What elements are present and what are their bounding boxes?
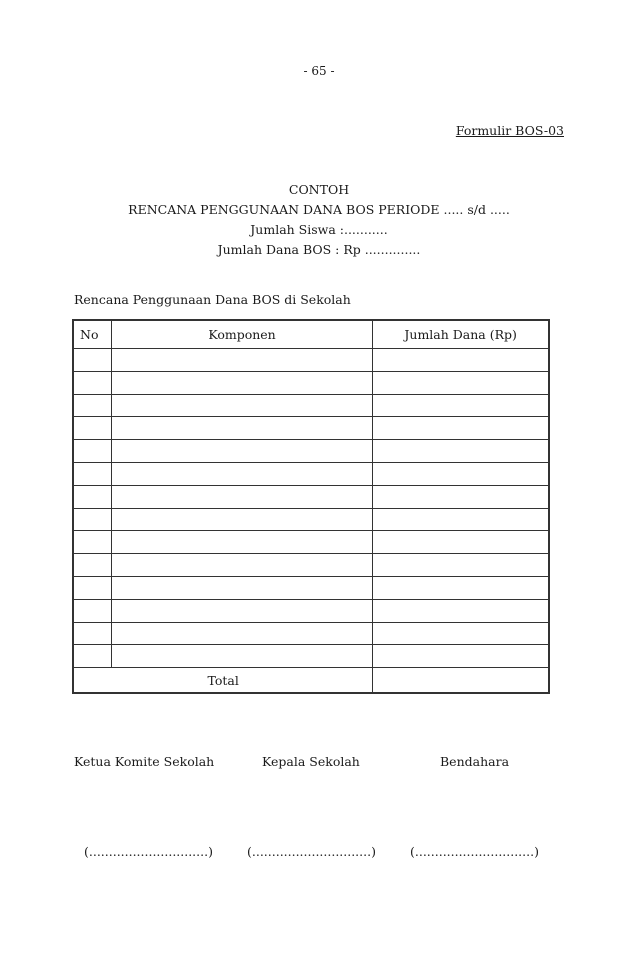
no-cell[interactable]	[73, 394, 111, 417]
no-cell[interactable]	[73, 531, 111, 554]
table-row	[73, 417, 549, 440]
no-cell[interactable]	[73, 462, 111, 485]
table-header-row	[73, 320, 549, 349]
komponen-cell[interactable]	[111, 599, 373, 622]
komponen-cell[interactable]	[111, 349, 373, 372]
table-row	[73, 622, 549, 645]
signer-bendahara: Bendahara	[440, 754, 510, 769]
no-cell[interactable]	[73, 576, 111, 599]
table-caption: Rencana Penggunaan Dana BOS di Sekolah	[74, 292, 351, 307]
table-row	[73, 645, 549, 668]
table-row	[73, 462, 549, 485]
heading-line-contoh: CONTOH	[288, 182, 350, 197]
komponen-cell[interactable]	[111, 417, 373, 440]
komponen-cell[interactable]	[111, 622, 373, 645]
jumlah-dana-cell[interactable]	[373, 599, 549, 622]
table-row	[73, 554, 549, 577]
no-cell[interactable]	[73, 485, 111, 508]
table-row	[73, 349, 549, 372]
header-jumlah-dana: Jumlah Dana (Rp)	[373, 320, 549, 349]
no-cell[interactable]	[73, 440, 111, 463]
heading-line-jumlah-siswa: Jumlah Siswa :...........	[250, 222, 388, 237]
heading-line-title: RENCANA PENGGUNAAN DANA BOS PERIODE ..... s/d .....	[128, 202, 510, 217]
jumlah-dana-cell[interactable]	[373, 622, 549, 645]
budget-table	[72, 319, 550, 694]
table-row	[73, 394, 549, 417]
no-cell[interactable]	[73, 554, 111, 577]
komponen-cell[interactable]	[111, 645, 373, 668]
komponen-cell[interactable]	[111, 440, 373, 463]
signature-name-line: (..............................)	[410, 844, 539, 859]
jumlah-dana-cell[interactable]	[373, 508, 549, 531]
no-cell[interactable]	[73, 349, 111, 372]
jumlah-dana-cell[interactable]	[373, 576, 549, 599]
no-cell[interactable]	[73, 371, 111, 394]
no-cell[interactable]	[73, 417, 111, 440]
table-body	[73, 349, 549, 668]
komponen-cell[interactable]	[111, 371, 373, 394]
table-row	[73, 371, 549, 394]
signer-ketua-komite: Ketua Komite Sekolah	[74, 754, 215, 769]
komponen-cell[interactable]	[111, 554, 373, 577]
komponen-cell[interactable]	[111, 508, 373, 531]
jumlah-dana-cell[interactable]	[373, 531, 549, 554]
komponen-cell[interactable]	[111, 462, 373, 485]
page-number: - 65 -	[303, 64, 335, 78]
table-row	[73, 576, 549, 599]
table-row	[73, 531, 549, 554]
komponen-cell[interactable]	[111, 576, 373, 599]
jumlah-dana-cell[interactable]	[373, 349, 549, 372]
signature-name-line: (..............................)	[84, 844, 213, 859]
jumlah-dana-cell[interactable]	[373, 440, 549, 463]
total-value-cell[interactable]	[373, 668, 549, 694]
komponen-cell[interactable]	[111, 485, 373, 508]
signer-kepala-sekolah: Kepala Sekolah	[262, 754, 360, 769]
table-row	[73, 485, 549, 508]
jumlah-dana-cell[interactable]	[373, 462, 549, 485]
no-cell[interactable]	[73, 599, 111, 622]
jumlah-dana-cell[interactable]	[373, 417, 549, 440]
total-label: Total	[73, 668, 373, 694]
table-row	[73, 508, 549, 531]
jumlah-dana-cell[interactable]	[373, 554, 549, 577]
header-no: No	[73, 320, 111, 349]
jumlah-dana-cell[interactable]	[373, 645, 549, 668]
jumlah-dana-cell[interactable]	[373, 394, 549, 417]
no-cell[interactable]	[73, 622, 111, 645]
jumlah-dana-cell[interactable]	[373, 485, 549, 508]
table-row	[73, 599, 549, 622]
total-row	[73, 668, 549, 694]
signature-name-line: (..............................)	[247, 844, 376, 859]
no-cell[interactable]	[73, 645, 111, 668]
komponen-cell[interactable]	[111, 531, 373, 554]
no-cell[interactable]	[73, 508, 111, 531]
komponen-cell[interactable]	[111, 394, 373, 417]
table-row	[73, 440, 549, 463]
heading-line-jumlah-dana: Jumlah Dana BOS : Rp ..............	[217, 242, 421, 257]
jumlah-dana-cell[interactable]	[373, 371, 549, 394]
header-komponen: Komponen	[111, 320, 373, 349]
form-code: Formulir BOS-03	[455, 123, 564, 138]
document-heading	[0, 180, 638, 260]
